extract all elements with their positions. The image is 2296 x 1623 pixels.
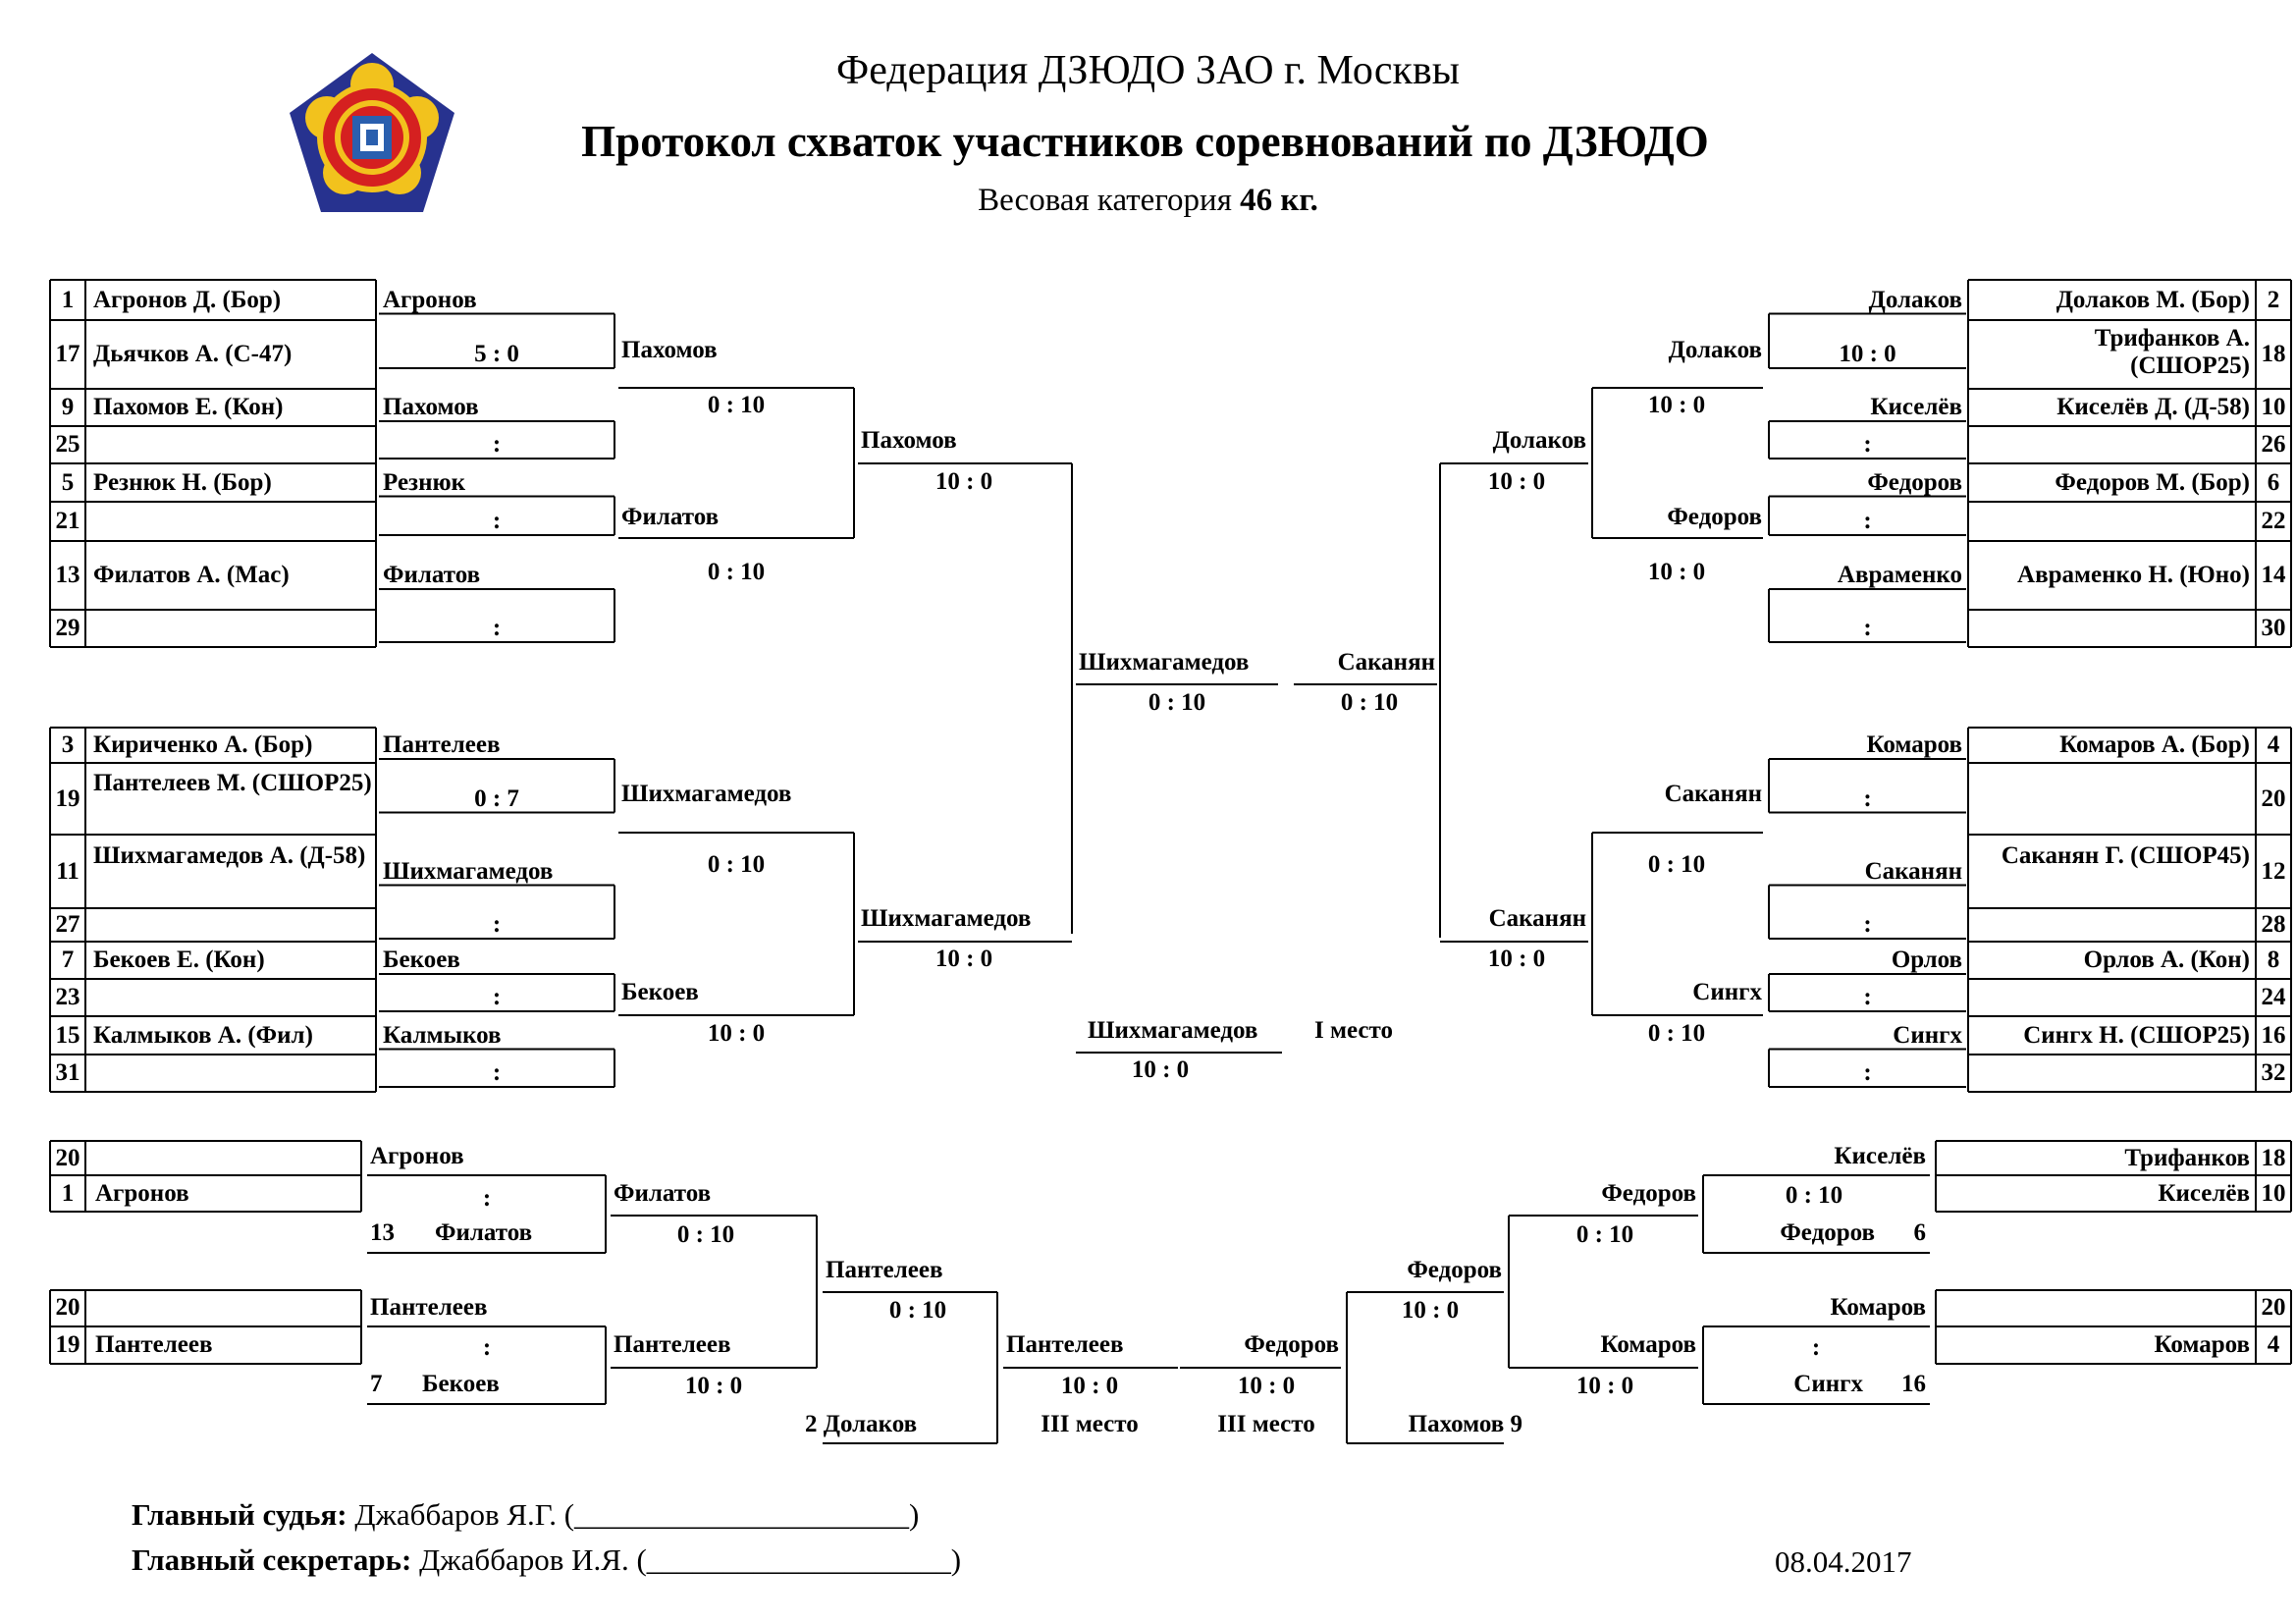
seed-number: 19 bbox=[55, 784, 80, 812]
repechage-name: Агронов bbox=[95, 1180, 189, 1207]
round2-winner: Филатов bbox=[621, 504, 720, 530]
participant-name: Кириченко А. (Бор) bbox=[93, 731, 313, 758]
round1-winner: Пантелеев bbox=[383, 731, 501, 758]
round1-winner: Орлов bbox=[1891, 947, 1962, 973]
round1-score: : bbox=[492, 508, 502, 534]
chief-judge-name: Джаббаров Я.Г. bbox=[354, 1497, 557, 1532]
round2-score: 10 : 0 bbox=[1647, 392, 1706, 418]
repechage-r3-opponent: 2 Долаков bbox=[805, 1411, 918, 1437]
repechage-r2-score: 0 : 10 bbox=[1575, 1221, 1634, 1248]
participant-name: Долаков М. (Бор) bbox=[2056, 286, 2250, 313]
round3-winner: Пахомов bbox=[861, 427, 957, 454]
seed-number: 16 bbox=[2261, 1021, 2286, 1049]
repechage-r2-winner: Филатов bbox=[614, 1180, 712, 1207]
seed-number: 22 bbox=[2261, 508, 2286, 534]
participant-name: Филатов А. (Мас) bbox=[93, 562, 290, 588]
participant-name: Калмыков А. (Фил) bbox=[93, 1021, 313, 1049]
round1-winner: Калмыков bbox=[383, 1021, 502, 1049]
chief-judge-label: Главный судья: bbox=[132, 1497, 347, 1532]
seed-number: 26 bbox=[2261, 431, 2286, 458]
round1-winner: Федоров bbox=[1867, 468, 1962, 496]
third-place-label: III место bbox=[1217, 1411, 1315, 1437]
repechage-seed: 20 bbox=[55, 1294, 80, 1321]
seed-number: 23 bbox=[55, 984, 80, 1010]
round2-score: 0 : 10 bbox=[707, 559, 766, 585]
round1-score: : bbox=[1863, 1059, 1872, 1086]
repechage-name: Трифанков bbox=[2124, 1145, 2250, 1171]
round3-winner: Шихмагамедов bbox=[861, 905, 1032, 932]
seed-number: 30 bbox=[2261, 615, 2286, 641]
repechage-r1-score: : bbox=[482, 1334, 492, 1361]
round1-score: 10 : 0 bbox=[1839, 341, 1896, 367]
round1-winner: Резнюк bbox=[383, 468, 465, 496]
seed-number: 17 bbox=[55, 341, 80, 367]
round1-winner: Комаров bbox=[1866, 731, 1962, 758]
semifinal-left-score: 0 : 10 bbox=[1148, 689, 1206, 716]
seed-number: 24 bbox=[2261, 984, 2286, 1010]
repechage-r3-score: 10 : 0 bbox=[1401, 1297, 1460, 1324]
repechage-seed: 18 bbox=[2261, 1145, 2286, 1171]
round1-score: : bbox=[1863, 615, 1872, 641]
protocol-date: 08.04.2017 bbox=[1775, 1544, 1912, 1579]
repechage-r1-winner: Киселёв bbox=[1834, 1143, 1926, 1169]
repechage-r1-winner: Пантелеев bbox=[370, 1294, 488, 1321]
third-place-label: III место bbox=[1041, 1411, 1139, 1437]
participant-name: Орлов А. (Кон) bbox=[2083, 947, 2250, 973]
round1-score: : bbox=[492, 615, 502, 641]
seed-number: 25 bbox=[55, 431, 80, 458]
repechage-r1-opponent-seed: 13 bbox=[370, 1219, 395, 1246]
seed-number: 10 bbox=[2261, 394, 2286, 420]
participant-name: Сингх Н. (СШОР25) bbox=[2023, 1021, 2250, 1049]
repechage-r3-opponent: Пахомов 9 bbox=[1408, 1411, 1522, 1437]
round1-score: : bbox=[492, 1059, 502, 1086]
repechage-name: Комаров bbox=[2154, 1331, 2250, 1358]
seed-number: 9 bbox=[61, 394, 75, 420]
repechage-r2-winner: Комаров bbox=[1600, 1331, 1696, 1358]
repechage-r3-score: 0 : 10 bbox=[888, 1297, 947, 1324]
repechage-r1-opponent-seed: 16 bbox=[1901, 1371, 1926, 1397]
participant-name: Киселёв Д. (Д-58) bbox=[2056, 394, 2250, 420]
participant-name: Авраменко Н. (Юно) bbox=[2017, 562, 2250, 588]
repechage-r1-score: : bbox=[482, 1185, 492, 1212]
participant-name: Пантелеев М. (СШОР25) bbox=[93, 769, 372, 796]
repechage-r1-opponent: Федоров bbox=[1780, 1219, 1875, 1246]
weight-category-label: Весовая категория bbox=[978, 183, 1232, 218]
repechage-seed: 20 bbox=[55, 1145, 80, 1171]
round1-score: 5 : 0 bbox=[474, 341, 519, 367]
semifinal-left-winner: Шихмагамедов bbox=[1079, 649, 1250, 676]
seed-number: 8 bbox=[2267, 947, 2280, 973]
seed-number: 7 bbox=[61, 947, 75, 973]
repechage-r1-opponent: Бекоев bbox=[422, 1371, 500, 1397]
seed-number: 14 bbox=[2261, 562, 2286, 588]
chief-judge-signature: (______________________) bbox=[563, 1497, 920, 1532]
seed-number: 21 bbox=[55, 508, 80, 534]
repechage-r1-opponent: Филатов bbox=[435, 1219, 533, 1246]
repechage-r2-score: 10 : 0 bbox=[684, 1373, 743, 1399]
round1-winner: Авраменко bbox=[1837, 562, 1962, 588]
chief-secretary-label: Главный секретарь: bbox=[132, 1542, 412, 1577]
round3-score: 10 : 0 bbox=[1487, 946, 1546, 972]
participant-name: Пахомов Е. (Кон) bbox=[93, 394, 284, 420]
round1-score: : bbox=[492, 911, 502, 938]
repechage-r1-winner: Агронов bbox=[370, 1143, 464, 1169]
round1-score: : bbox=[1863, 984, 1872, 1010]
participant-name: Бекоев Е. (Кон) bbox=[93, 947, 265, 973]
chief-secretary bbox=[132, 1542, 961, 1578]
weight-category-value: 46 кг. bbox=[1240, 183, 1318, 218]
round1-winner: Шихмагамедов bbox=[383, 857, 554, 885]
round3-winner: Саканян bbox=[1488, 905, 1586, 932]
repechage-name: Пантелеев bbox=[95, 1331, 213, 1358]
seed-number: 31 bbox=[55, 1059, 80, 1086]
seed-number: 27 bbox=[55, 911, 80, 938]
final-winner: Шихмагамедов bbox=[1088, 1017, 1258, 1044]
round2-winner: Саканян bbox=[1664, 781, 1762, 807]
participant-name: Федоров М. (Бор) bbox=[2055, 468, 2250, 496]
round2-score: 0 : 10 bbox=[1647, 851, 1706, 878]
round1-winner: Филатов bbox=[383, 562, 481, 588]
repechage-r2-score: 0 : 10 bbox=[676, 1221, 735, 1248]
round2-score: 10 : 0 bbox=[707, 1020, 766, 1047]
participant-name: Дьячков А. (С-47) bbox=[93, 341, 293, 367]
seed-number: 15 bbox=[55, 1021, 80, 1049]
seed-number: 3 bbox=[61, 731, 75, 758]
participant-name: Комаров А. (Бор) bbox=[2059, 731, 2250, 758]
repechage-seed: 19 bbox=[55, 1331, 80, 1358]
seed-number: 2 bbox=[2267, 286, 2280, 313]
repechage-seed: 10 bbox=[2261, 1180, 2286, 1207]
round1-score: : bbox=[1863, 911, 1872, 938]
seed-number: 6 bbox=[2267, 468, 2280, 496]
chief-judge bbox=[132, 1497, 919, 1533]
final-score: 10 : 0 bbox=[1131, 1056, 1190, 1083]
protocol-title: Протокол схваток участников соревнований по ДЗЮДО bbox=[581, 117, 1709, 166]
repechage-r1-score: : bbox=[1811, 1334, 1821, 1361]
bronze-score: 10 : 0 bbox=[1060, 1373, 1119, 1399]
round3-score: 10 : 0 bbox=[1487, 468, 1546, 495]
round1-winner: Пахомов bbox=[383, 394, 479, 420]
chief-secretary-signature: (____________________) bbox=[636, 1542, 962, 1577]
round1-score: : bbox=[492, 431, 502, 458]
chief-secretary-name: Джаббаров И.Я. bbox=[419, 1542, 629, 1577]
round1-winner: Киселёв bbox=[1870, 394, 1962, 420]
semifinal-right-score: 0 : 10 bbox=[1340, 689, 1399, 716]
round1-score: 0 : 7 bbox=[474, 784, 519, 812]
seed-number: 32 bbox=[2261, 1059, 2286, 1086]
bronze-score: 10 : 0 bbox=[1237, 1373, 1296, 1399]
participant-name: Агронов Д. (Бор) bbox=[93, 286, 282, 313]
round2-score: 0 : 10 bbox=[707, 392, 766, 418]
repechage-r3-winner: Федоров bbox=[1407, 1257, 1502, 1283]
seed-number: 1 bbox=[61, 286, 75, 313]
repechage-seed: 4 bbox=[2267, 1331, 2280, 1358]
repechage-r1-score: 0 : 10 bbox=[1785, 1182, 1843, 1209]
round1-winner: Саканян bbox=[1864, 857, 1962, 885]
bronze-winner: Федоров bbox=[1244, 1331, 1339, 1358]
round2-score: 0 : 10 bbox=[707, 851, 766, 878]
seed-number: 20 bbox=[2261, 784, 2286, 812]
repechage-seed: 1 bbox=[61, 1180, 75, 1207]
round1-score: : bbox=[492, 984, 502, 1010]
seed-number: 11 bbox=[56, 857, 80, 885]
repechage-r2-winner: Пантелеев bbox=[614, 1331, 731, 1358]
round1-score: : bbox=[1863, 508, 1872, 534]
participant-name: Трифанков А. (СШОР25) bbox=[2094, 325, 2250, 379]
round2-winner: Федоров bbox=[1667, 504, 1762, 530]
round1-winner: Сингх bbox=[1893, 1021, 1962, 1049]
participant-name: Резнюк Н. (Бор) bbox=[93, 468, 272, 496]
round1-score: : bbox=[1863, 784, 1872, 812]
repechage-r1-opponent-seed: 7 bbox=[370, 1371, 383, 1397]
seed-number: 28 bbox=[2261, 911, 2286, 938]
seed-number: 29 bbox=[55, 615, 80, 641]
round2-score: 10 : 0 bbox=[1647, 559, 1706, 585]
repechage-r2-winner: Федоров bbox=[1601, 1180, 1696, 1207]
round1-winner: Долаков bbox=[1868, 286, 1962, 313]
seed-number: 5 bbox=[61, 468, 75, 496]
repechage-r2-score: 10 : 0 bbox=[1575, 1373, 1634, 1399]
repechage-name: Киселёв bbox=[2158, 1180, 2250, 1207]
first-place-label: I место bbox=[1314, 1017, 1393, 1044]
round3-winner: Долаков bbox=[1492, 427, 1586, 454]
repechage-seed: 20 bbox=[2261, 1294, 2286, 1321]
round3-score: 10 : 0 bbox=[934, 946, 993, 972]
seed-number: 12 bbox=[2261, 857, 2286, 885]
round1-winner: Бекоев bbox=[383, 947, 460, 973]
federation-title: Федерация ДЗЮДО ЗАО г. Москвы bbox=[836, 48, 1460, 93]
round3-score: 10 : 0 bbox=[934, 468, 993, 495]
round2-winner: Сингх bbox=[1692, 979, 1762, 1005]
round2-score: 0 : 10 bbox=[1647, 1020, 1706, 1047]
seed-number: 18 bbox=[2261, 341, 2286, 367]
round2-winner: Бекоев bbox=[621, 979, 699, 1005]
round2-winner: Пахомов bbox=[621, 337, 718, 363]
repechage-r1-opponent: Сингх bbox=[1793, 1371, 1863, 1397]
round1-score: : bbox=[1863, 431, 1872, 458]
round2-winner: Долаков bbox=[1668, 337, 1762, 363]
semifinal-right-winner: Саканян bbox=[1337, 649, 1435, 676]
participant-name: Саканян Г. (СШОР45) bbox=[2001, 841, 2250, 869]
repechage-r1-opponent-seed: 6 bbox=[1913, 1219, 1926, 1246]
round2-winner: Шихмагамедов bbox=[621, 781, 792, 807]
repechage-r1-winner: Комаров bbox=[1830, 1294, 1926, 1321]
seed-number: 4 bbox=[2267, 731, 2280, 758]
repechage-r3-winner: Пантелеев bbox=[826, 1257, 943, 1283]
seed-number: 13 bbox=[55, 562, 80, 588]
bronze-winner: Пантелеев bbox=[1006, 1331, 1124, 1358]
round1-winner: Агронов bbox=[383, 286, 477, 313]
participant-name: Шихмагамедов А. (Д-58) bbox=[93, 841, 366, 869]
